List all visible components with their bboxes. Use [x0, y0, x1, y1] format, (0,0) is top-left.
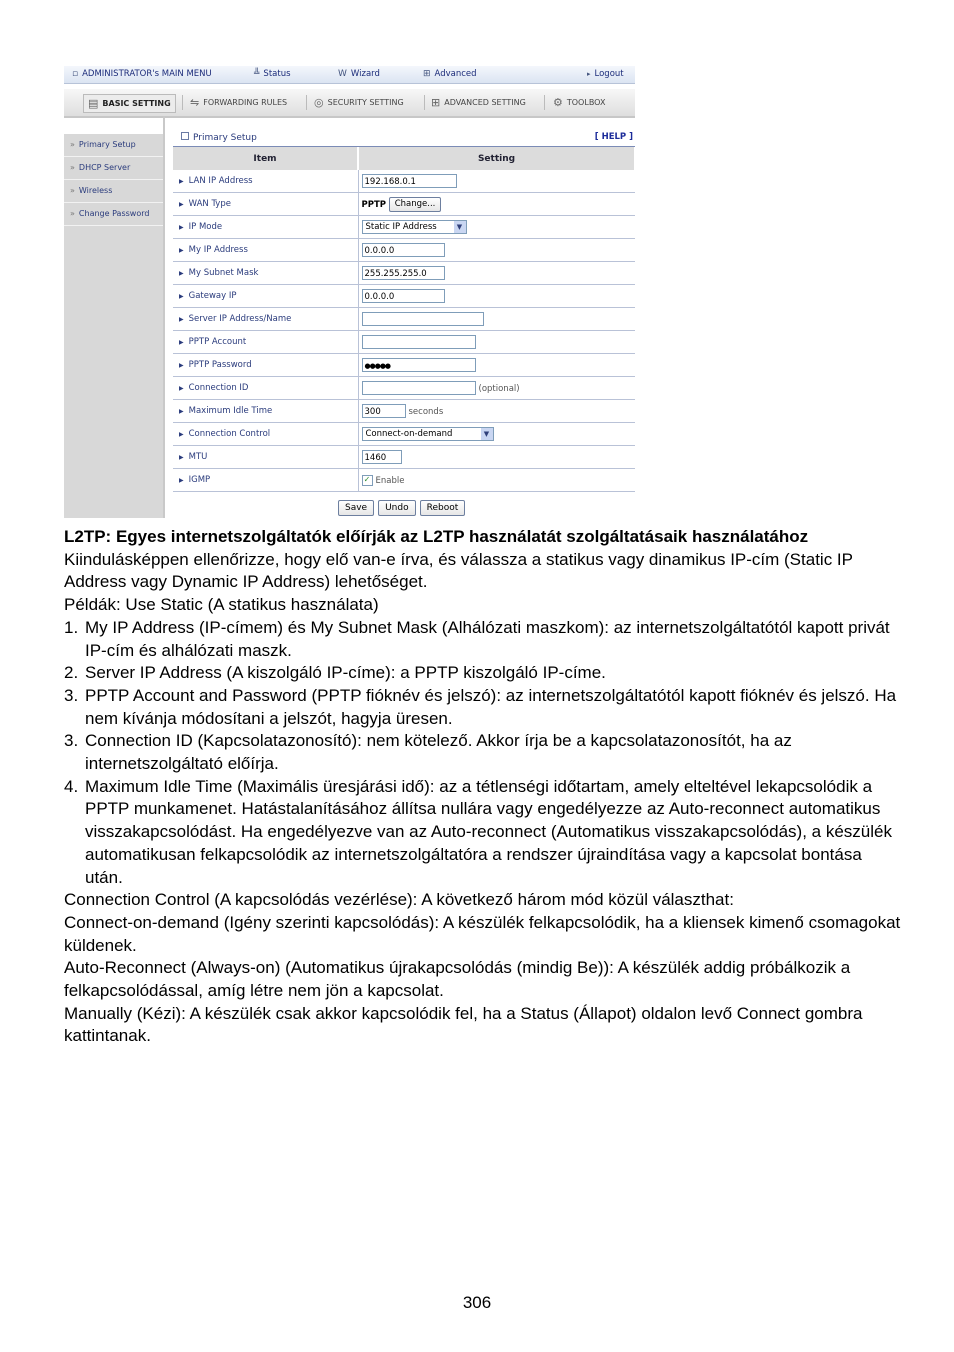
table-row [173, 377, 635, 400]
router-tabbar [64, 89, 635, 118]
row-label: ▶ Gateway IP [173, 285, 358, 308]
row-arrow-icon: ▶ [179, 362, 184, 369]
advanced-link[interactable]: ⊞ Advanced [423, 69, 477, 79]
row-value [358, 423, 635, 446]
mtu-input[interactable]: 1460 [362, 450, 402, 464]
list-text: Server IP Address (A kiszolgáló IP-címe): a PPTP kiszolgáló IP-címe. [85, 663, 606, 683]
row-label: ▶ Maximum Idle Time [173, 400, 358, 423]
list-number: 3. [64, 685, 79, 705]
change-wan-button[interactable]: Change... [389, 197, 442, 212]
tab-security-setting[interactable]: ◎ SECURITY SETTING [314, 96, 404, 109]
tab-toolbox[interactable]: ⚙ TOOLBOX [553, 96, 606, 109]
wan-type-value: PPTP [361, 199, 386, 210]
sidebar-item-dhcp-server[interactable]: » DHCP Server [64, 157, 163, 180]
tab-divider [544, 95, 545, 110]
action-buttons [338, 500, 465, 516]
row-label: ▶ IGMP [173, 469, 358, 492]
ip-mode-select[interactable]: Static IP Address ▼ [362, 220, 467, 234]
list-number: 2. [64, 663, 79, 683]
chevron-down-icon: ▼ [481, 428, 493, 440]
row-label: ▶ IP Mode [173, 216, 358, 239]
row-value [358, 239, 635, 262]
row-arrow-icon: ▶ [179, 178, 184, 185]
list-text: Connection ID (Kapcsolatazonosító): nem kötelező. Akkor írja be a kapcsolatazonosítót, ha az internetszolgáltató előírja. [85, 731, 792, 774]
igmp-enable-label: Enable [375, 475, 405, 486]
row-arrow-icon: ▶ [179, 385, 184, 392]
table-header-row [173, 147, 635, 170]
advanced-icon: ⊞ [423, 69, 431, 79]
subnet-mask-input[interactable]: 255.255.255.0 [362, 266, 445, 280]
row-label: ▶ Connection ID [173, 377, 358, 400]
server-ip-input[interactable] [362, 312, 484, 326]
list-item [64, 617, 904, 662]
table-row [173, 423, 635, 446]
chevron-down-icon: ▼ [454, 221, 466, 233]
status-icon: ╩ [254, 69, 260, 79]
row-value [358, 308, 635, 331]
list-item [64, 685, 904, 730]
row-arrow-icon: ▶ [179, 224, 184, 231]
table-row [173, 262, 635, 285]
seconds-unit: seconds [408, 406, 444, 417]
row-label: ▶ Connection Control [173, 423, 358, 446]
router-sidebar [64, 134, 163, 518]
list-item [64, 662, 904, 685]
row-arrow-icon: ▶ [179, 316, 184, 323]
row-label: ▶ MTU [173, 446, 358, 469]
tab-divider [182, 95, 183, 110]
table-row [173, 446, 635, 469]
row-value [358, 331, 635, 354]
list-number: 4. [64, 776, 79, 796]
panel-square-icon [181, 132, 189, 140]
optional-hint: (optional) [478, 383, 520, 394]
connection-id-input[interactable] [362, 381, 476, 395]
primary-setup-panel [173, 130, 635, 492]
bullet-icon: » [70, 140, 75, 149]
list-item [64, 730, 904, 775]
status-link[interactable]: ╩ Status [254, 69, 291, 79]
row-arrow-icon: ▶ [179, 201, 184, 208]
row-label: ▶ My Subnet Mask [173, 262, 358, 285]
sidebar-item-change-password[interactable]: » Change Password [64, 203, 163, 226]
row-arrow-icon: ▶ [179, 477, 184, 484]
gateway-ip-input[interactable]: 0.0.0.0 [362, 289, 445, 303]
row-label: ▶ PPTP Account [173, 331, 358, 354]
list-number: 3. [64, 731, 79, 751]
manual-paragraph: Manually (Kézi): A készülék csak akkor kapcsolódik fel, ha a Status (Állapot) oldalon levő Connect gombra kattintanak. [64, 1003, 863, 1046]
table-row [173, 331, 635, 354]
table-row [173, 239, 635, 262]
list-item [64, 776, 904, 890]
row-label: ▶ PPTP Password [173, 354, 358, 377]
bullet-icon: » [70, 209, 75, 218]
idle-time-input[interactable]: 300 [362, 404, 406, 418]
row-value [358, 285, 635, 308]
tab-forwarding-rules[interactable]: ⇋ FORWARDING RULES [190, 96, 288, 109]
lan-ip-input[interactable]: 192.168.0.1 [362, 174, 457, 188]
forwarding-icon: ⇋ [190, 96, 200, 109]
row-value [358, 469, 635, 492]
column-header-setting: Setting [358, 147, 635, 170]
page-number: 306 [462, 1293, 492, 1312]
table-row [173, 170, 635, 193]
sidebar-item-wireless[interactable]: » Wireless [64, 180, 163, 203]
intro-paragraph: Kiindulásképpen ellenőrizze, hogy elő van-e írva, és válassza a statikus vagy dinamikus IP-cím (Static IP Address vagy Dynamic IP Address) lehetőséget. [64, 549, 853, 592]
connect-on-demand-paragraph: Connect-on-demand (Igény szerinti kapcsolódás): A készülék felkapcsolódik, ha a kliensek kimenő csomagokat küldenek. [64, 912, 901, 955]
table-row [173, 308, 635, 331]
router-screenshot [64, 66, 635, 518]
undo-button[interactable]: Undo [378, 500, 416, 516]
tab-advanced-setting[interactable]: ⊞ ADVANCED SETTING [431, 96, 526, 109]
row-value [358, 193, 635, 216]
table-row [173, 193, 635, 216]
row-arrow-icon: ▶ [179, 339, 184, 346]
help-link[interactable]: [ HELP ] [594, 132, 633, 142]
menu-square-icon: ▫ [72, 69, 79, 79]
row-value [358, 216, 635, 239]
row-value [358, 446, 635, 469]
tab-divider [306, 95, 307, 110]
row-arrow-icon: ▶ [179, 270, 184, 277]
panel-header [173, 130, 635, 147]
table-row [173, 400, 635, 423]
router-topbar [64, 66, 635, 84]
igmp-enable-checkbox[interactable]: ✓ [362, 475, 373, 486]
table-row [173, 285, 635, 308]
table-row [173, 354, 635, 377]
list-number: 1. [64, 617, 79, 637]
reboot-button[interactable]: Reboot [420, 500, 466, 516]
row-label: ▶ LAN IP Address [173, 170, 358, 193]
list-text: My IP Address (IP-címem) és My Subnet Mask (Alhálózati maszkom): az internetszolgáltatótól kapott privát IP-cím és alhálózati maszk. [85, 617, 890, 660]
row-arrow-icon: ▶ [179, 431, 184, 438]
section-heading: L2TP: Egyes internetszolgáltatók előírják az L2TP használatát szolgáltatásaik használatához [64, 527, 809, 546]
row-value [358, 262, 635, 285]
advanced-setting-icon: ⊞ [431, 96, 441, 109]
table-row [173, 216, 635, 239]
row-arrow-icon: ▶ [179, 247, 184, 254]
sidebar-item-primary-setup[interactable]: » Primary Setup [64, 134, 163, 157]
tab-divider [424, 95, 425, 110]
arrow-right-icon: ▸ [587, 70, 591, 78]
wizard-icon: W [338, 69, 347, 79]
panel-title: Primary Setup [181, 132, 257, 143]
examples-line: Példák: Use Static (A statikus használata) [64, 595, 379, 615]
pptp-account-input[interactable] [362, 335, 476, 349]
toolbox-icon: ⚙ [553, 96, 563, 109]
logout-link[interactable]: ▸ Logout [587, 69, 624, 79]
wizard-link[interactable]: W Wizard [338, 69, 380, 79]
document-body [64, 526, 904, 1048]
row-label: ▶ WAN Type [173, 193, 358, 216]
list-text: Maximum Idle Time (Maximális üresjárási idő): az a tétlenségi időtartam, amely elteltével lekapcsolódik a PPTP munkamenet. Hatástalanításához állítsa nullára vagy engedélyezze az Auto-reconnect automatikus visszakapcsolódást. Ha engedélyezve van az Auto-reconnect (Automatikus visszakapcsolódás), a készülék automatikusan felkapcsolódik az internetszolgáltatóra a rendszer újraindítása vagy a kapcsolat bontása után. [85, 776, 892, 887]
row-arrow-icon: ▶ [179, 454, 184, 461]
table-row [173, 469, 635, 492]
my-ip-input[interactable]: 0.0.0.0 [362, 243, 445, 257]
row-arrow-icon: ▶ [179, 293, 184, 300]
row-value [358, 170, 635, 193]
sidebar-divider [163, 116, 165, 518]
pptp-password-input[interactable]: ●●●●● [362, 358, 476, 372]
row-value [358, 377, 635, 400]
tab-basic-setting[interactable]: ▤ BASIC SETTING [83, 94, 176, 113]
security-icon: ◎ [314, 96, 324, 109]
document-icon: ▤ [88, 97, 99, 110]
settings-table [173, 147, 636, 492]
list-text: PPTP Account and Password (PPTP fióknév és jelszó): az internetszolgáltatótól kapott fióknév és jelszó. Ha nem kívánja módosítani a jelszót, hagyja üresen. [85, 685, 897, 728]
column-header-item: Item [173, 147, 358, 170]
row-arrow-icon: ▶ [179, 408, 184, 415]
bullet-icon: » [70, 163, 75, 172]
connection-control-paragraph: Connection Control (A kapcsolódás vezérlése): A következő három mód közül választhat: [64, 890, 734, 910]
bullet-icon: » [70, 186, 75, 195]
connection-control-select[interactable]: Connect-on-demand ▼ [362, 427, 494, 441]
row-value [358, 400, 635, 423]
row-value [358, 354, 635, 377]
row-label: ▶ Server IP Address/Name [173, 308, 358, 331]
row-label: ▶ My IP Address [173, 239, 358, 262]
auto-reconnect-paragraph: Auto-Reconnect (Always-on) (Automatikus újrakapcsolódás (mindig Be)): A készülék addig próbálkozik a felkapcsolódással, amíg létre nem jön a kapcsolat. [64, 958, 851, 1001]
admin-menu-link[interactable]: ▫ ADMINISTRATOR's MAIN MENU [72, 69, 212, 79]
save-button[interactable]: Save [338, 500, 374, 516]
